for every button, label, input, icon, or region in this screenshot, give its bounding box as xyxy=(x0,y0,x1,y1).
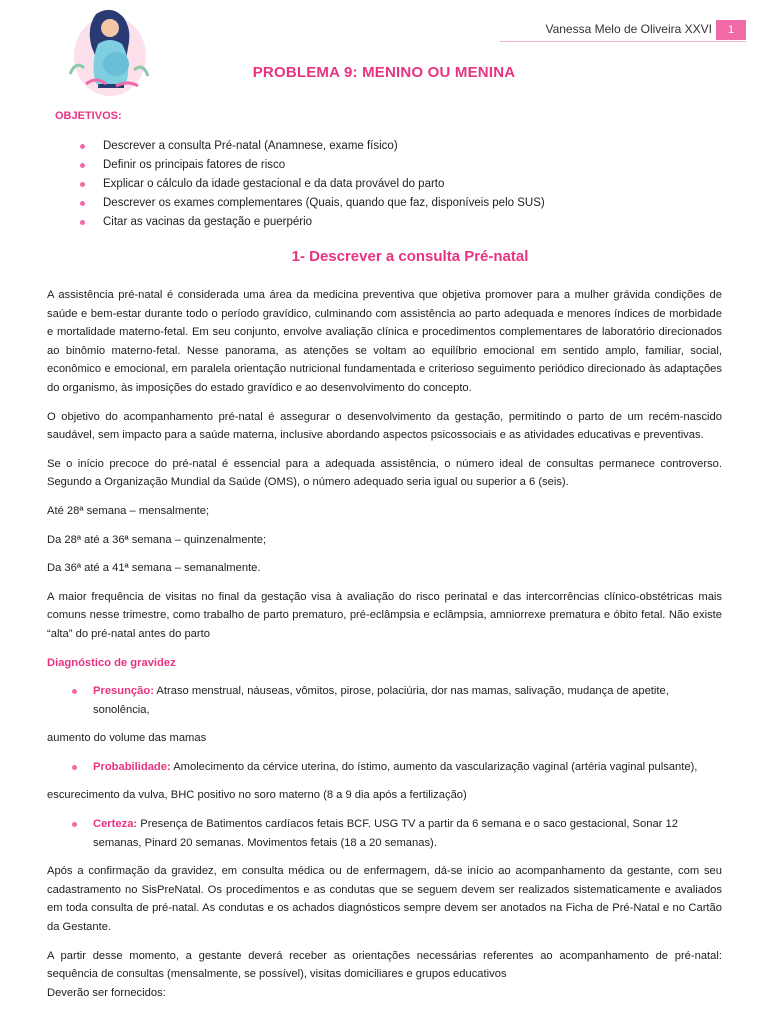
diagnosis-heading: Diagnóstico de gravidez xyxy=(47,656,176,669)
item-continuation: aumento do volume das mamas xyxy=(47,732,207,745)
bullet-icon xyxy=(80,182,85,187)
bullet-icon xyxy=(80,201,85,206)
bullet-icon xyxy=(72,822,77,827)
diagnosis-item: Certeza: Presença de Batimentos cardíacos fetais BCF. USG TV a partir da 6 semana e o saco gestacional, Sonar 12 semanas, Pinard 20 semanas. Movimentos fetais (18 a 20 semanas). xyxy=(47,815,722,852)
objectives-heading: OBJETIVOS: xyxy=(55,110,122,122)
pregnant-woman-illustration xyxy=(56,4,168,100)
paragraph: O objetivo do acompanhamento pré-natal é assegurar o desenvolvimento da gestação, permitindo o parto de um recém-nascido saudável, sem impacto para a saúde materna, inclusive abordando aspectos psicossociais e as atividades educativas e preventivas. xyxy=(47,410,722,442)
objective-item: Explicar o cálculo da idade gestacional e da data provável do parto xyxy=(80,175,545,194)
schedule-line: Da 28ª até a 36ª semana – quinzenalmente; xyxy=(47,533,267,546)
objective-item: Definir os principais fatores de risco xyxy=(80,156,545,175)
item-label: Presunção: xyxy=(93,685,154,698)
paragraph: A assistência pré-natal é considerada uma área da medicina preventiva que objetiva promover para a mulher grávida condições de saúde e bem-estar durante todo o período gravídico, culminando com assistência ao parto adequada e menores índices de morbidade e mortalidade materno-fetal. Em seu conjunto, envolve avaliação clínica e procedimentos complementares de laboratório direcionados ao binômio materno-fetal. Nesse panorama, as atenções se voltam ao equilíbrio emocional em sentido amplo, familiar, social, econômico e emocional, em paralela orientação nutricional fundamentada e criterioso seguimento periódico direcionado às adaptações do organismo, às imposições do estado gravídico e ao desenvolvimento do concepto. xyxy=(47,289,722,394)
header-divider xyxy=(500,41,746,42)
paragraph: A maior frequência de visitas no final da gestação visa à avaliação do risco perinatal e das intercorrências clínico-obstétricas mais comuns nesse trimestre, como trabalho de parto prematuro, pré-eclâmpsia e eclâmpsia, amniorrexe prematura e óbito fetal. Não existe “alta” do pré-natal antes do parto xyxy=(47,590,722,640)
paragraph: Se o início precoce do pré-natal é essencial para a adequada assistência, o número ideal de consultas permanece controverso. Segundo a Organização Mundial da Saúde (OMS), o número adequado seria igual ou superior a 6 (seis). xyxy=(47,457,722,489)
schedule-line: Até 28ª semana – mensalmente; xyxy=(47,504,210,517)
header-author: Vanessa Melo de Oliveira XXVI xyxy=(545,22,712,36)
bullet-icon xyxy=(80,163,85,168)
bullet-icon xyxy=(80,220,85,225)
objective-item: Descrever os exames complementares (Quais, quando que faz, disponíveis pelo SUS) xyxy=(80,194,545,213)
item-continuation: escurecimento da vulva, BHC positivo no soro materno (8 a 9 dia após a fertilização) xyxy=(47,789,467,802)
section-body xyxy=(47,286,722,1002)
bullet-icon xyxy=(72,765,77,770)
objectives-list xyxy=(80,137,545,232)
item-label: Probabilidade: xyxy=(93,760,171,773)
objective-item: Citar as vacinas da gestação e puerpério xyxy=(80,213,545,232)
paragraph: Deverão ser fornecidos: xyxy=(47,986,166,999)
item-label: Certeza: xyxy=(93,818,138,831)
page-title: PROBLEMA 9: MENINO OU MENINA xyxy=(252,64,516,81)
bullet-icon xyxy=(72,689,77,694)
schedule-line: Da 36ª até a 41ª semana – semanalmente. xyxy=(47,562,261,575)
paragraph: Após a confirmação da gravidez, em consulta médica ou de enfermagem, dá-se início ao acompanhamento da gestante, com seu cadastramento no SisPreNatal. Os procedimentos e as condutas que se seguem devem ser realizados sistematicamente e avaliados em toda consulta de pré-natal. As condutas e os achados diagnósticos sempre devem ser anotados na Ficha de Pré-Natal e no Cartão da Gestante. xyxy=(47,865,722,934)
diagnosis-item: Probabilidade: Amolecimento da cérvice uterina, do ístimo, aumento da vascularização vaginal (artéria vaginal pulsante), xyxy=(47,758,722,777)
objective-item: Descrever a consulta Pré-natal (Anamnese, exame físico) xyxy=(80,137,545,156)
diagnosis-item: Presunção: Atraso menstrual, náuseas, vômitos, pirose, polaciúria, dor nas mamas, salivação, mudança de apetite, sonolência, xyxy=(47,682,722,719)
section-title: 1- Descrever a consulta Pré-natal xyxy=(291,248,529,265)
page-number-badge: 1 xyxy=(716,20,746,40)
bullet-icon xyxy=(80,144,85,149)
paragraph: A partir desse momento, a gestante deverá receber as orientações necessárias referentes ao acompanhamento de pré-natal: sequência de consultas (mensalmente, se possível), visitas domiciliares e grupos educativos xyxy=(47,949,722,981)
